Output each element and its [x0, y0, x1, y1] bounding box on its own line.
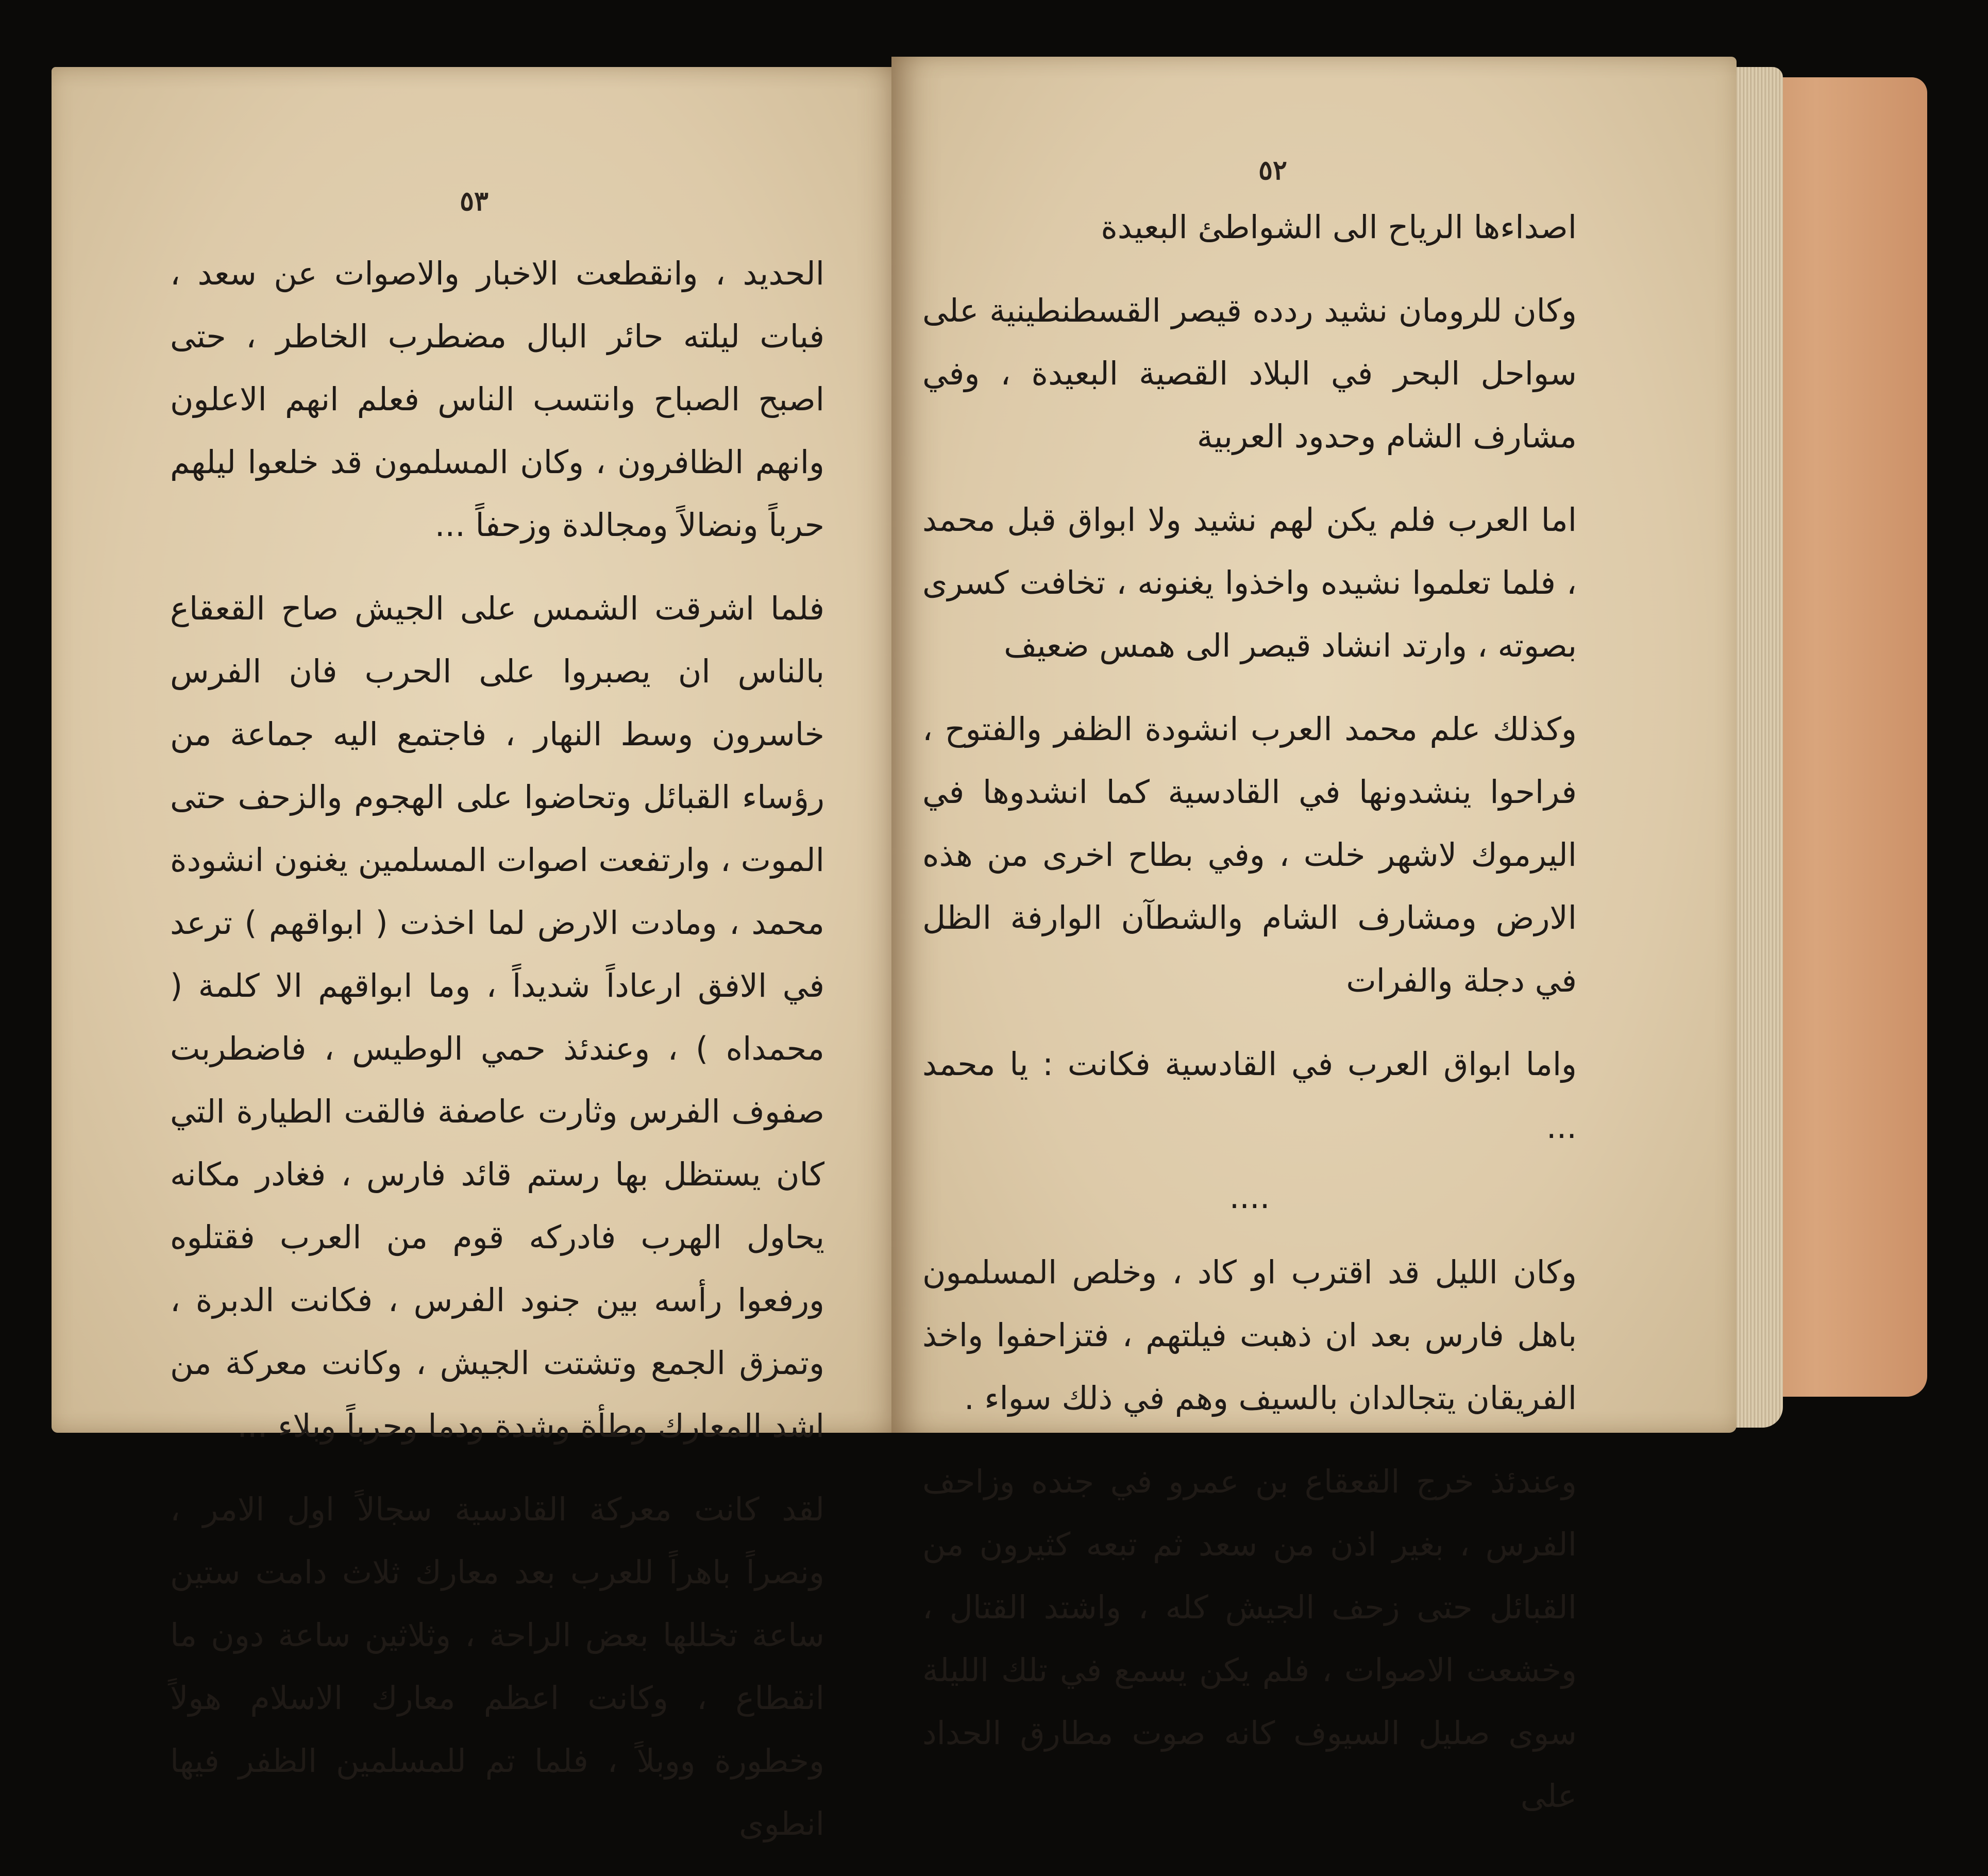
paragraph: الحديد ، وانقطعت الاخبار والاصوات عن سعد ، فبات ليلته حائر البال مضطرب الخاطر ، حتى اصبح الصباح وانتسب الناس فعلم انهم الاعلون وانهم الظافرون ، وكان المسلمون قد خلعوا ليلهم حرباً ونضالاً ومجالدة وزحفاً ...	[170, 255, 824, 544]
section-separator: ....	[1229, 1178, 1270, 1216]
page-number: ٥٢	[1258, 155, 1287, 186]
paragraph: وعندئذ خرج القعقاع بن عمرو في جنده وزاحف الفرس ، بغير اذن من سعد ثم تبعه كثيرون من القبائل حتى زحف الجيش كله ، واشتد القتال ، وخشعت الاصوات ، فلم يكن يسمع في تلك الليلة سوى صليل السيوف كانه صوت مطارق الحداد على	[922, 1463, 1577, 1815]
paragraph: اما العرب فلم يكن لهم نشيد ولا ابواق قبل محمد ، فلما تعلموا نشيده واخذوا يغنونه ، تخافت كسرى بصوته ، وارتد انشاد قيصر الى همس ضعيف	[922, 501, 1577, 664]
paragraph: وكان للرومان نشيد ردده قيصر القسطنطينية على سواحل البحر في البلاد القصية البعيدة ، وفي مشارف الشام وحدود العربية	[922, 292, 1577, 455]
paragraph: فلما اشرقت الشمس على الجيش صاح القعقاع بالناس ان يصبروا على الحرب فان الفرس خاسرون وسط النهار ، فاجتمع اليه جماعة من رؤساء القبائل وتحاضوا على الهجوم والزحف حتى الموت ، وارتفعت اصوات المسلمين يغنون انشودة محمد ، ومادت الارض لما اخذت ( ابواقهم ) ترعد في الافق ارعاداً شديداً ، وما ابواقهم الا كلمة ( محمداه ) ، وعندئذ حمي الوطيس ، فاضطربت صفوف الفرس وثارت عاصفة فالقت الطيارة التي كان يستظل بها رستم قائد فارس ، فغادر مكانه يحاول الهرب فادركه قوم من العرب فقتلوه ورفعوا رأسه بين جنود الفرس ، فكانت الدبرة ، وتمزق الجمع وتشتت الجيش ، وكانت معركة من اشد المعارك وطأة وشدة ودما وحرباً وبلاء ...	[170, 590, 824, 1445]
paragraph: وكذلك علم محمد العرب انشودة الظفر والفتوح ، فراحوا ينشدونها في القادسية كما انشدوها في اليرموك لاشهر خلت ، وفي بطاح اخرى من هذه الارض ومشارف الشام والشطآن الوارفة الظل في دجلة والفرات	[922, 710, 1577, 999]
paragraph: لقد كانت معركة القادسية سجالاً اول الامر ، ونصراً باهراً للعرب بعد معارك ثلاث دامت ستين ساعة تخللها بعض الراحة ، وثلاثين ساعة دون ما انقطاع ، وكانت اعظم معارك الاسلام هولاً وخطورة ووبلاً ، فلما تم للمسلمين الظفر فيها انطوى	[170, 1490, 824, 1842]
left-page-text	[170, 242, 824, 1876]
right-page-text	[922, 196, 1577, 1848]
left-page	[52, 67, 907, 1842]
page-number: ٥٣	[460, 186, 488, 217]
right-page	[891, 57, 1737, 1815]
paragraph: واما ابواق العرب في القادسية فكانت : يا محمد ...	[922, 1045, 1577, 1146]
paragraph: وكان الليل قد اقترب او كاد ، وخلص المسلمون باهل فارس بعد ان ذهبت فيلتهم ، فتزاحفوا واخذ الفريقان يتجالدان بالسيف وهم في ذلك سواء .	[922, 1253, 1577, 1417]
paragraph: اصداءها الرياح الى الشواطئ البعيدة	[1101, 208, 1577, 246]
